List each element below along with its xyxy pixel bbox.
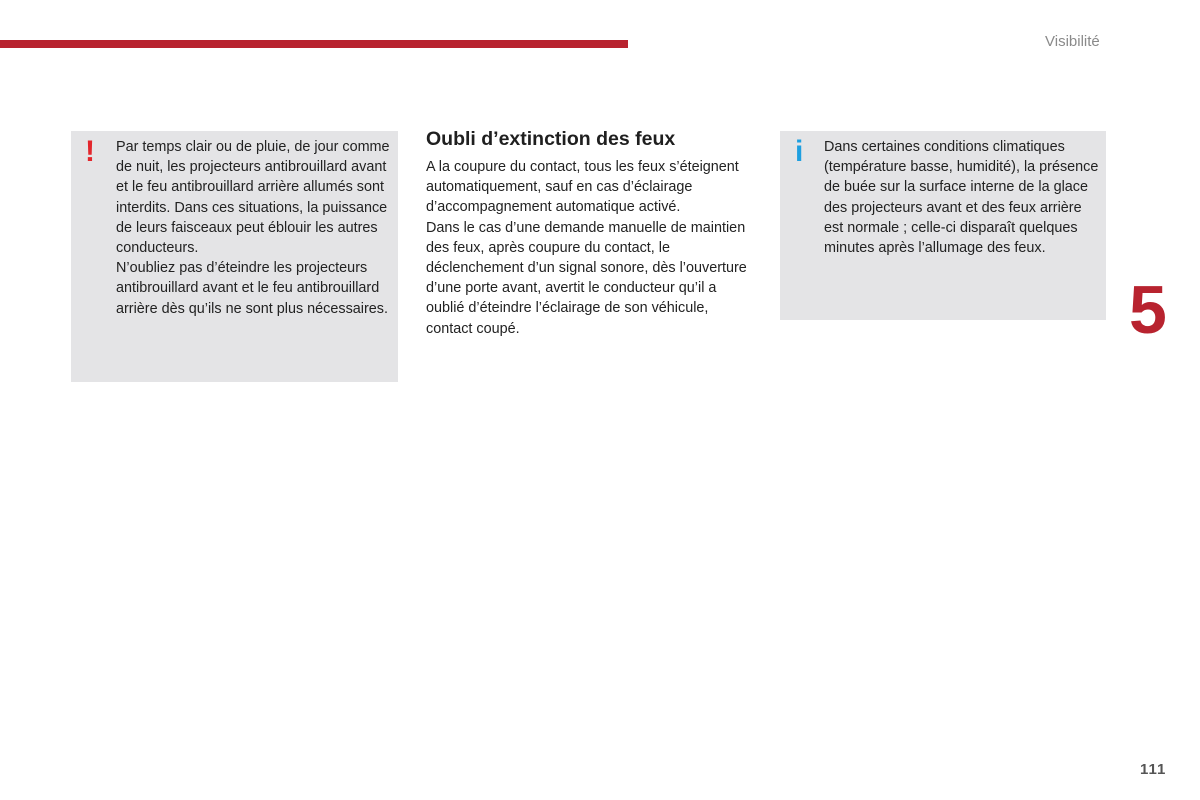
section-heading: Oubli d’extinction des feux — [426, 128, 676, 150]
section-body — [426, 157, 748, 339]
warning-paragraph: N’oubliez pas d’éteindre les projecteurs antibrouillard avant et le feu antibrouillard arrière dès qu’ils ne sont plus nécessaires. — [116, 260, 388, 317]
body-paragraph: A la coupure du contact, tous les feux s’éteignent automatiquement, sauf en cas d’éclairage d’accompagnement automatique activé. — [426, 159, 739, 216]
info-note-text — [824, 137, 1104, 258]
warning-note-text — [116, 137, 394, 319]
info-icon: i — [795, 135, 804, 168]
page-number: 111 — [1140, 761, 1167, 778]
info-note-box — [780, 131, 1106, 320]
body-paragraph: Dans le cas d’une demande manuelle de maintien des feux, après coupure du contact, le déclenchement d’un signal sonore, dès l’ouverture d’une porte avant, avertit le conducteur qu’il a oublié d’éteindre l’éclairage de son véhicule, contact coupé. — [426, 219, 747, 337]
chapter-number: 5 — [1129, 272, 1167, 348]
section-title: Visibilité — [1045, 33, 1100, 50]
warning-note-box — [71, 131, 398, 382]
info-paragraph: Dans certaines conditions climatiques (température basse, humidité), la présence de buée sur la surface interne de la glace des projecteurs avant et des feux arrière est normale ; celle-ci disparaît quelques minutes après l’allumage des feux. — [824, 139, 1099, 257]
main-section — [426, 126, 748, 339]
warning-icon: ! — [85, 135, 95, 168]
header-accent-bar — [0, 40, 628, 48]
warning-paragraph: Par temps clair ou de pluie, de jour comme de nuit, les projecteurs antibrouillard avant et le feu antibrouillard arrière allumés sont interdits. Dans ces situations, la puissance de leurs faisceaux peut éblouir les autres conducteurs. — [116, 139, 390, 257]
